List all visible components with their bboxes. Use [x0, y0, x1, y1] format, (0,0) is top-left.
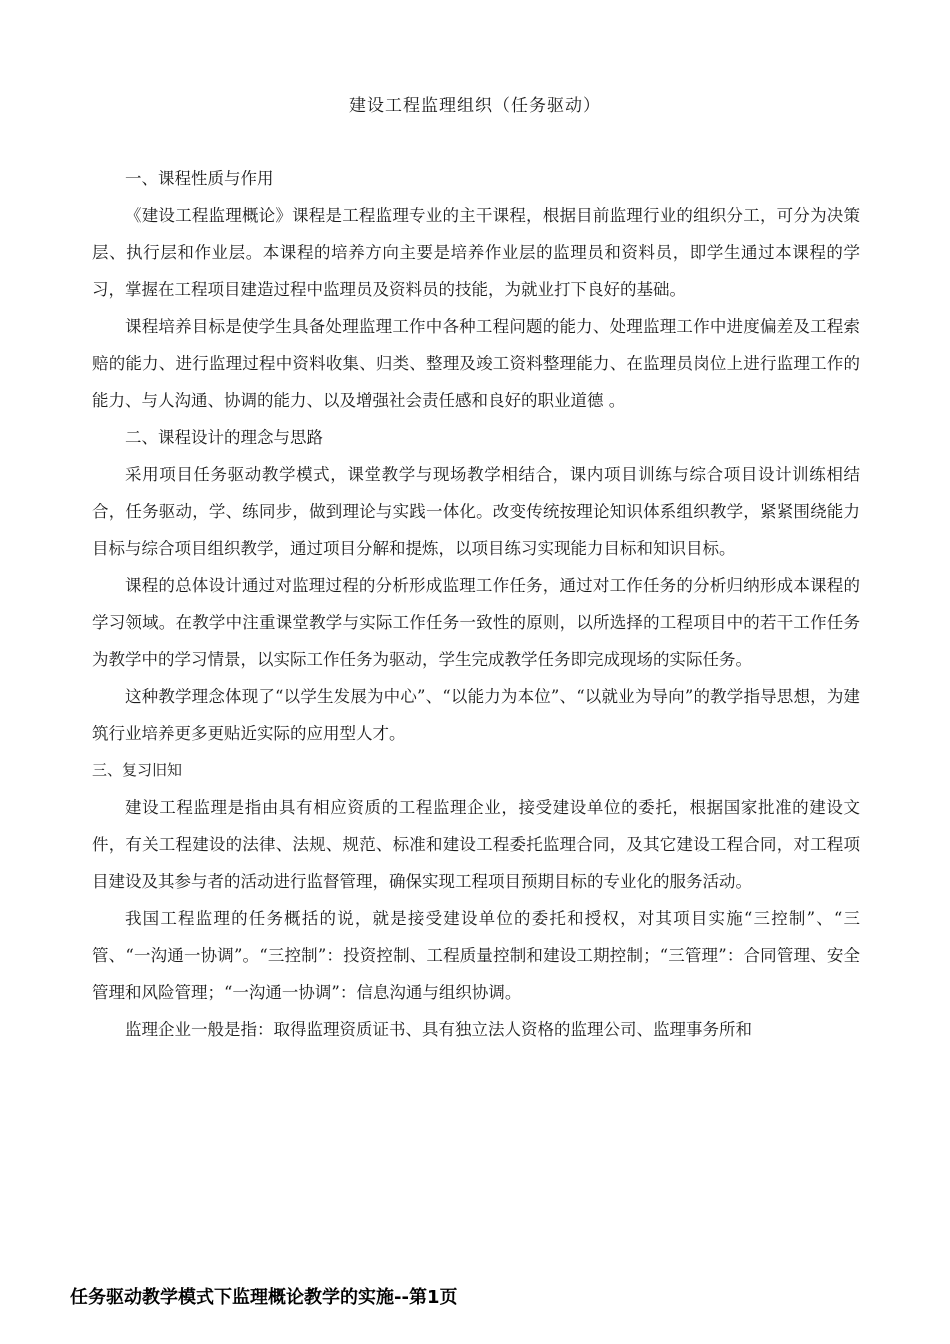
section-3-paragraph-2: 我国工程监理的任务概括的说，就是接受建设单位的委托和授权，对其项目实施“三控制”、“三管、“一沟通一协调”。“三控制”：投资控制、工程质量控制和建设工期控制；“三管理”：合同管理、安全管理和风险管理；“一沟通一协调”：信息沟通与组织协调。	[92, 909, 860, 1002]
section-3-paragraph-3: 监理企业一般是指：取得监理资质证书、具有独立法人资格的监理公司、监理事务所和	[125, 1020, 752, 1039]
section-2-paragraph-3: 这种教学理念体现了“以学生发展为中心”、“以能力为本位”、“以就业为导向”的教学指导思想，为建筑行业培养更多更贴近实际的应用型人才。	[92, 687, 860, 743]
page-footer: 任务驱动教学模式下监理概论教学的实施--第1页	[70, 1287, 458, 1308]
document-title: 建设工程监理组织（任务驱动）	[349, 96, 601, 116]
section-2-paragraph-2: 课程的总体设计通过对监理过程的分析形成监理工作任务，通过对工作任务的分析归纳形成本课程的学习领域。在教学中注重课堂教学与实际工作任务一致性的原则，以所选择的工程项目中的若干工作任务为教学中的学习情景，以实际工作任务为驱动，学生完成教学任务即完成现场的实际任务。	[92, 576, 860, 669]
document-body	[92, 160, 860, 1048]
section-1-heading: 一、课程性质与作用	[125, 169, 274, 188]
section-2-heading: 二、课程设计的理念与思路	[125, 428, 323, 447]
section-3-heading: 三、复习旧知	[92, 761, 183, 779]
section-3-paragraph-1: 建设工程监理是指由具有相应资质的工程监理企业，接受建设单位的委托，根据国家批准的建设文件，有关工程建设的法律、法规、规范、标准和建设工程委托监理合同，及其它建设工程合同，对工程项目建设及其参与者的活动进行监督管理，确保实现工程项目预期目标的专业化的服务活动。	[92, 798, 860, 891]
section-2-paragraph-1: 采用项目任务驱动教学模式，课堂教学与现场教学相结合，课内项目训练与综合项目设计训练相结合，任务驱动，学、练同步，做到理论与实践一体化。改变传统按理论知识体系组织教学，紧紧围绕能力目标与综合项目组织教学，通过项目分解和提炼，以项目练习实现能力目标和知识目标。	[92, 465, 860, 558]
section-1-paragraph-1: 《建设工程监理概论》课程是工程监理专业的主干课程，根据目前监理行业的组织分工，可分为决策层、执行层和作业层。本课程的培养方向主要是培养作业层的监理员和资料员，即学生通过本课程的学习，掌握在工程项目建造过程中监理员及资料员的技能，为就业打下良好的基础。	[92, 206, 860, 299]
section-1-paragraph-2: 课程培养目标是使学生具备处理监理工作中各种工程问题的能力、处理监理工作中进度偏差及工程索赔的能力、进行监理过程中资料收集、归类、整理及竣工资料整理能力、在监理员岗位上进行监理工作的能力、与人沟通、协调的能力、以及增强社会责任感和良好的职业道德 。	[92, 317, 860, 410]
